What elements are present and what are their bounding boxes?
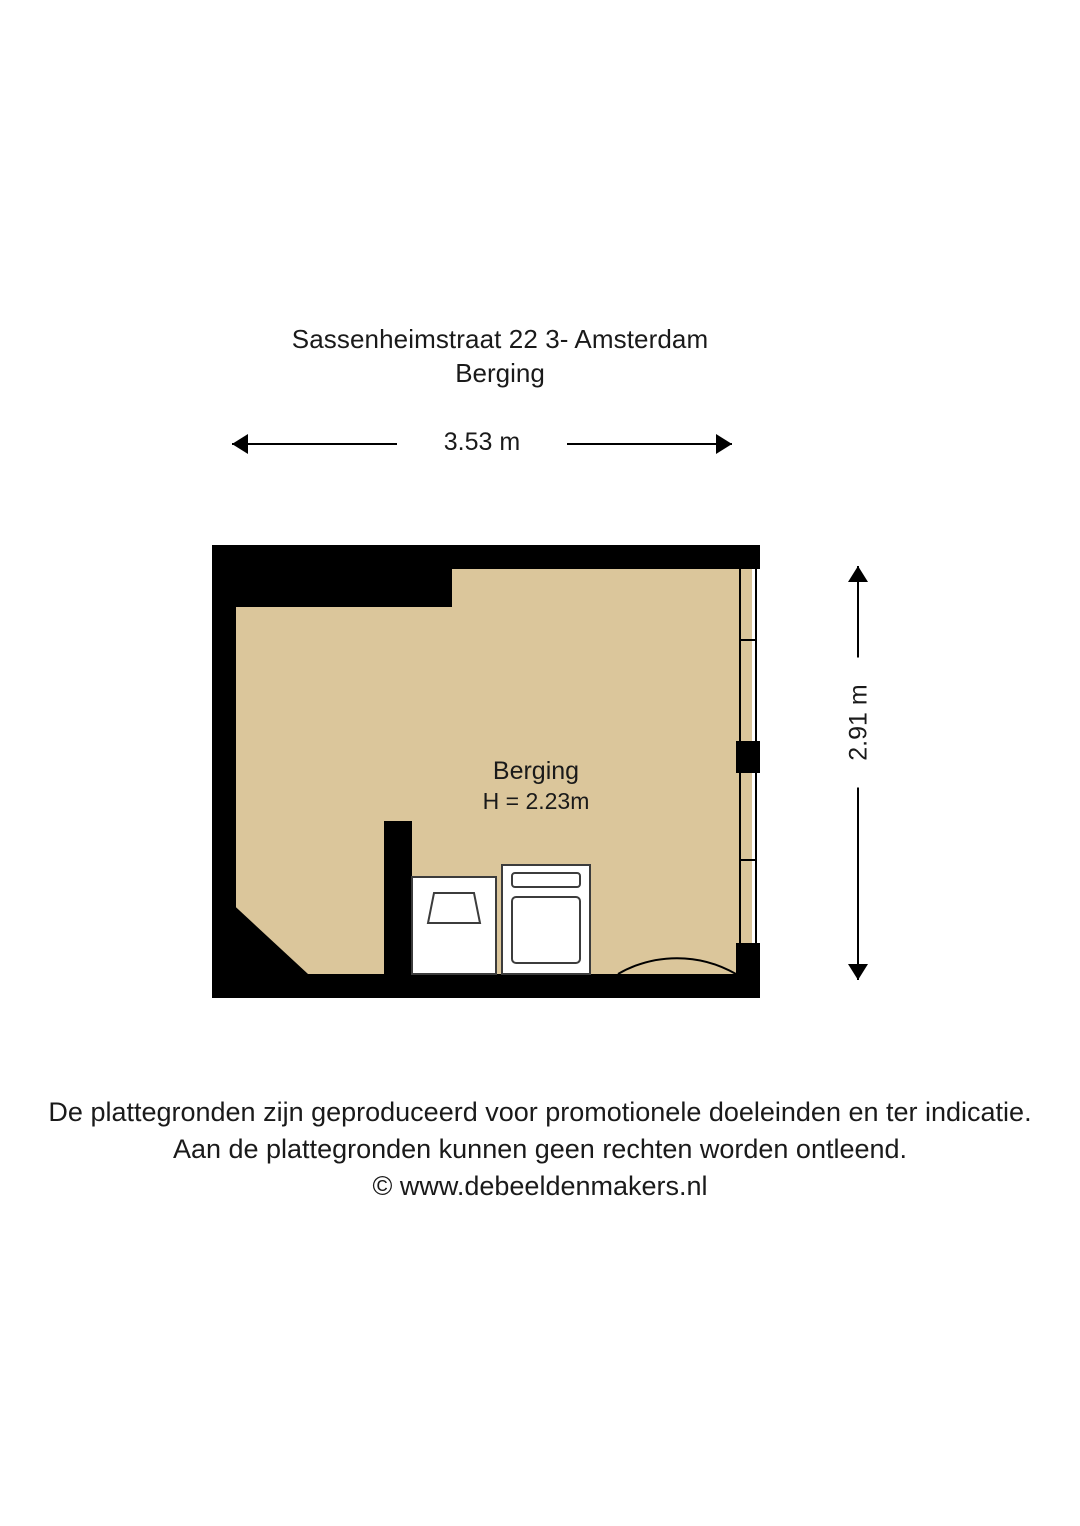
room-name-label: Berging (492, 757, 580, 785)
arrow-down-icon (848, 964, 868, 980)
disclaimer-line-1: De plattegronden zijn geproduceerd voor promotionele doeleinden en ter indicatie. (48, 1097, 1032, 1127)
floor-subtitle: Berging (455, 358, 545, 388)
page-title: Sassenheimstraat 22 3- Amsterdam (291, 324, 709, 354)
copyright-line: © www.debeeldenmakers.nl (372, 1171, 708, 1201)
arrow-left-icon (232, 434, 248, 454)
floor-plan (212, 545, 760, 998)
dimension-height (836, 566, 880, 980)
dimension-width-label: 3.53 m (397, 428, 567, 457)
room-height-label: H = 2.23m (482, 788, 590, 814)
arrow-up-icon (848, 566, 868, 582)
washing-machine-fixture (502, 865, 590, 974)
sink-fixture (412, 877, 496, 974)
dimension-width (232, 424, 732, 464)
arrow-right-icon (716, 434, 732, 454)
disclaimer-block (0, 1094, 1080, 1205)
plan-title-block (0, 322, 1000, 390)
disclaimer-line-2: Aan de plattegronden kunnen geen rechten worden ontleend. (172, 1134, 908, 1164)
dimension-height-label: 2.91 m (843, 658, 876, 788)
